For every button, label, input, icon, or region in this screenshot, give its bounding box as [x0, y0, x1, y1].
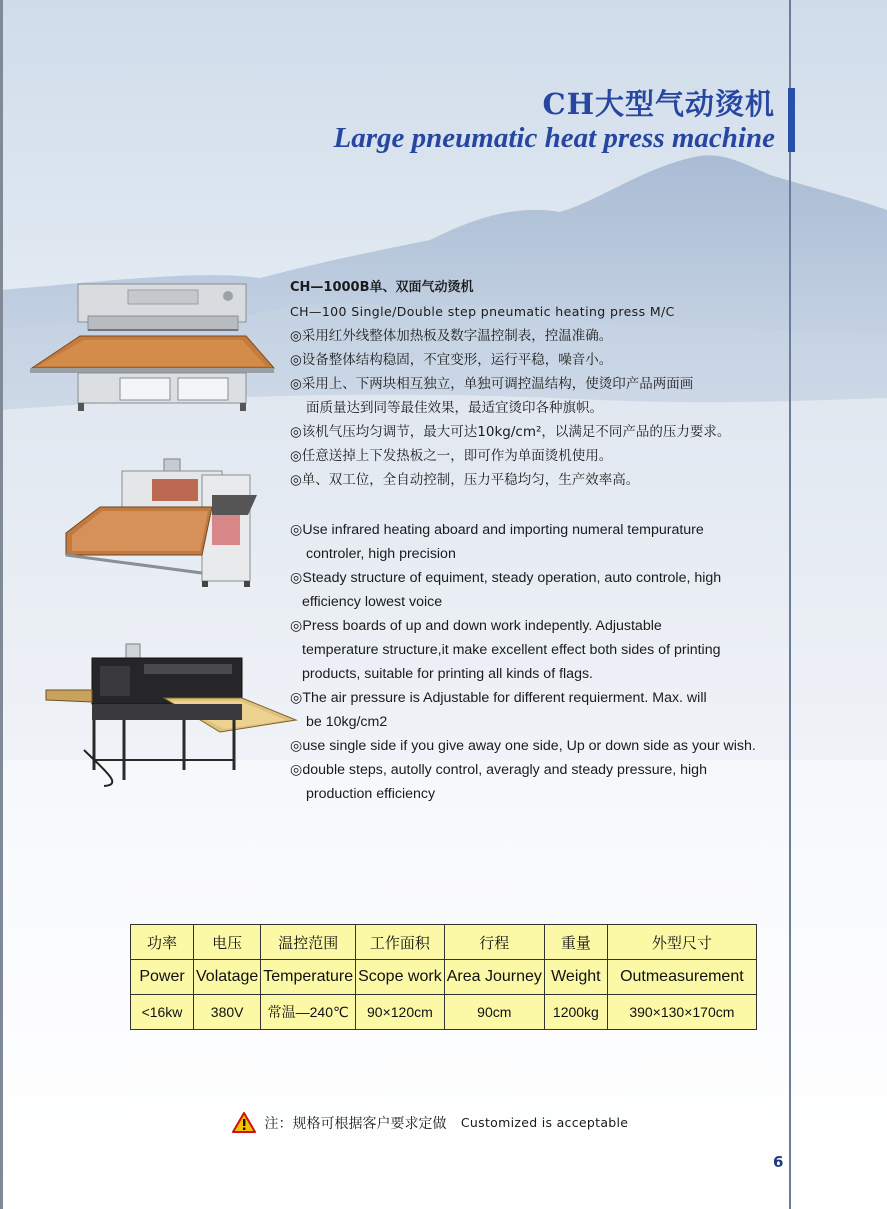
spec-value-cell: 90cm [444, 995, 544, 1030]
feature-cn-item: ◎采用红外线整体加热板及数字温控制表，控温准确。 [290, 328, 613, 344]
feature-en-item: be 10kg/cm2 [306, 714, 388, 730]
feature-text-english [290, 518, 770, 806]
spec-header-cell: 电压 [194, 925, 261, 960]
feature-cn-item: 面质量达到同等最佳效果，最适宜烫印各种旗帜。 [306, 400, 603, 416]
feature-en-item: temperature structure,it make excellent effect both sides of printing [302, 642, 721, 658]
feature-en-item: ◎The air pressure is Adjustable for different requierment. Max. will [290, 690, 707, 706]
feature-text-chinese [290, 276, 760, 492]
spec-value-cell: 390×130×170cm [607, 995, 756, 1030]
feature-cn-item: ◎单、双工位，全自动控制，压力平稳均匀，生产效率高。 [290, 472, 640, 488]
feature-en-item: controler, high precision [306, 546, 456, 562]
feature-cn-item: ◎设备整体结构稳固，不宜变形，运行平稳，噪音小。 [290, 352, 613, 368]
spec-value-cell: <16kw [131, 995, 194, 1030]
title-english: Large pneumatic heat press machine [333, 122, 775, 154]
spec-header-cell: 外型尺寸 [607, 925, 756, 960]
spec-value-row [131, 995, 757, 1030]
note-english: Customized is acceptable [460, 1115, 629, 1130]
spec-header-cell: 功率 [131, 925, 194, 960]
feature-en-item: ◎Use infrared heating aboard and importing numeral tempurature [290, 522, 704, 538]
feature-en-item: products, suitable for printing all kinds of flags. [302, 666, 593, 682]
page-number: 6 [773, 1153, 784, 1171]
spec-header-cell: Area Journey [444, 960, 544, 995]
spec-value-cell: 常温—240℃ [261, 995, 356, 1030]
right-rule [789, 0, 791, 1209]
machine-image-1 [28, 280, 278, 415]
feature-en-item: ◎double steps, autolly control, averagly and steady pressure, high [290, 762, 707, 778]
feature-cn-item: ◎该机气压均匀调节，最大可达10kg/cm²，以满足不同产品的压力要求。 [290, 424, 731, 440]
spec-header-cell: Scope work [356, 960, 445, 995]
machine-image-3 [44, 640, 300, 790]
spec-table [130, 924, 757, 1030]
spec-header-cn-row [131, 925, 757, 960]
note-chinese: 注：规格可根据客户要求定做 [264, 1115, 447, 1132]
spec-header-cell: Outmeasurement [607, 960, 756, 995]
title-accent-bar [788, 88, 795, 152]
spec-header-cell: 温控范围 [261, 925, 356, 960]
feature-cn-item: ◎采用上、下两块相互独立，单独可调控温结构，使烫印产品两面画 [290, 376, 694, 392]
spec-header-cell: Weight [544, 960, 607, 995]
feature-en-item: ◎Press boards of up and down work indepently. Adjustable [290, 618, 662, 634]
spec-value-cell: 90×120cm [356, 995, 445, 1030]
title-chinese: CH大型气动烫机 [542, 87, 775, 121]
model-title-english: CH—100 Single/Double step pneumatic heating press M/C [290, 304, 675, 319]
feature-cn-item: ◎任意送掉上下发热板之一，即可作为单面烫机使用。 [290, 448, 613, 464]
spec-header-en-row [131, 960, 757, 995]
spec-value-cell: 1200kg [544, 995, 607, 1030]
spec-header-cell: 重量 [544, 925, 607, 960]
feature-en-item: production efficiency [306, 786, 436, 802]
spec-header-cell: 工作面积 [356, 925, 445, 960]
feature-en-item: ◎use single side if you give away one side, Up or down side as your wish. [290, 738, 756, 754]
left-border [0, 0, 3, 1209]
spec-header-cell: Power [131, 960, 194, 995]
custom-note [232, 1112, 628, 1133]
machine-image-2 [62, 455, 257, 590]
spec-header-cell: Temperature [261, 960, 356, 995]
feature-en-item: ◎Steady structure of equiment, steady operation, auto controle, high [290, 570, 722, 586]
feature-en-item: efficiency lowest voice [302, 594, 443, 610]
warning-icon [232, 1112, 256, 1133]
spec-header-cell: Volatage [194, 960, 261, 995]
spec-value-cell: 380V [194, 995, 261, 1030]
model-title-chinese: CH—1000B单、双面气动烫机 [290, 280, 474, 295]
spec-header-cell: 行程 [444, 925, 544, 960]
